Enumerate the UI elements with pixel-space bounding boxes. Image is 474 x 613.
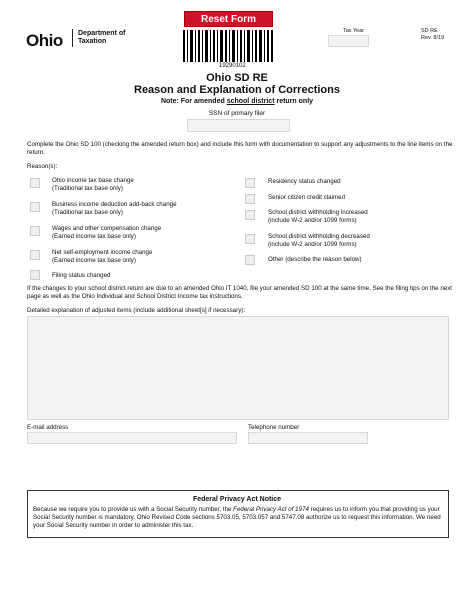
reason-label: School district withholding decreased	[268, 233, 370, 240]
reason-sublabel: (Earned income tax base only)	[52, 257, 136, 264]
reason-right-4	[268, 233, 370, 249]
reason-label: School district withholding increased	[268, 209, 368, 216]
reasons-label: Reason(s):	[27, 163, 58, 170]
reason-left-5	[52, 272, 110, 280]
reason-right-1	[268, 178, 341, 186]
privacy-heading: Federal Privacy Act Notice	[192, 496, 282, 503]
form-id: SD RE	[421, 28, 438, 34]
privacy-body	[33, 506, 443, 530]
reason-left-2	[52, 201, 177, 217]
privacy-act-name: Federal Privacy Act of 1974	[233, 506, 309, 513]
explanation-label: Detailed explanation of adjusted items (include additional sheet[s] if necessary):	[27, 307, 246, 314]
reason-label: Net self-employment income change	[52, 249, 153, 256]
reason-right-2	[268, 194, 345, 202]
tax-year-label: Tax Year	[343, 28, 365, 34]
department-line2: Taxation	[78, 38, 107, 45]
reason-sublabel: (include W-2 and/or 1099 forms)	[268, 241, 357, 248]
reason-right-5	[268, 256, 362, 264]
checkbox-self-employment-change[interactable]	[30, 250, 40, 260]
note-suffix: return only	[274, 98, 314, 105]
reset-form-button[interactable]: Reset Form	[184, 11, 273, 27]
reason-label: Senior citizen credit claimed	[268, 194, 346, 201]
reason-sublabel: (Traditional tax base only)	[52, 185, 123, 192]
reason-label: Business income deduction add-back change	[52, 201, 177, 208]
form-title: Ohio SD RE	[206, 72, 268, 84]
explanation-textarea[interactable]	[27, 316, 449, 420]
tax-year-input[interactable]	[328, 35, 369, 47]
email-input[interactable]	[27, 432, 237, 444]
reason-sublabel: (Earned income tax base only)	[52, 233, 136, 240]
ohio-logo: Ohio	[26, 31, 63, 50]
reason-label: Other (describe the reason below)	[268, 256, 362, 263]
checkbox-senior-citizen[interactable]	[245, 194, 255, 204]
it1040-note: If the changes to your school district return are due to an amended Ohio IT 1040, file your amended SD 100 at the same time. See the filing tips on the next page as well as the Ohio Individual and School District Income tax instructions.	[27, 285, 453, 300]
reason-right-3	[268, 209, 368, 225]
checkbox-business-income-addback[interactable]	[30, 202, 40, 212]
revision-date: Rev. 8/19	[421, 35, 445, 41]
amended-note	[0, 98, 474, 105]
checkbox-residency-status[interactable]	[245, 178, 255, 188]
reason-left-3	[52, 225, 161, 241]
note-underlined: school district	[226, 98, 275, 105]
logo-divider	[72, 29, 73, 47]
phone-input[interactable]	[248, 432, 368, 444]
checkbox-filing-status[interactable]	[30, 270, 40, 280]
form-subtitle: Reason and Explanation of Corrections	[134, 84, 340, 96]
note-prefix: Note: For amended	[160, 98, 227, 105]
reason-left-1	[52, 177, 134, 193]
department-name	[78, 30, 125, 46]
phone-label: Telephone number	[248, 424, 300, 431]
ssn-label: SSN of primary filer	[208, 110, 266, 117]
checkbox-other[interactable]	[245, 255, 255, 265]
checkbox-ohio-income-tax-base[interactable]	[30, 178, 40, 188]
checkbox-wages-change[interactable]	[30, 226, 40, 236]
intro-text: Complete the Ohio SD 100 (checking the amended return box) and include this form with documentation to support any adjustments to the line items on the return.	[27, 141, 453, 156]
email-label: E-mail address	[27, 424, 69, 431]
reason-left-4	[52, 249, 152, 265]
privacy-text-1: Because we require you to provide us with a Social Security number, the	[33, 506, 234, 513]
checkbox-withholding-decreased[interactable]	[245, 234, 255, 244]
department-line1: Department of	[78, 30, 126, 37]
barcode-number: 19290102	[219, 63, 246, 69]
reason-label: Residency status changed	[268, 178, 341, 185]
reason-label: Ohio income tax base change	[52, 177, 134, 184]
checkbox-withholding-increased[interactable]	[245, 210, 255, 220]
privacy-text-2: requires us to inform you that providing us your Social Security number is mandatory. Ohio Revised Code sections 5703.05, 5703.057 and 5747.08 authorize us to request this information. We need your Social Security number in order to administer this tax.	[33, 506, 441, 529]
reason-label: Wages and other compensation change	[52, 225, 162, 232]
ssn-input[interactable]	[187, 119, 290, 132]
reason-label: Filing status changed	[52, 272, 111, 279]
reason-sublabel: (Traditional tax base only)	[52, 209, 123, 216]
reason-sublabel: (include W-2 and/or 1099 forms)	[268, 217, 357, 224]
barcode	[183, 30, 273, 62]
